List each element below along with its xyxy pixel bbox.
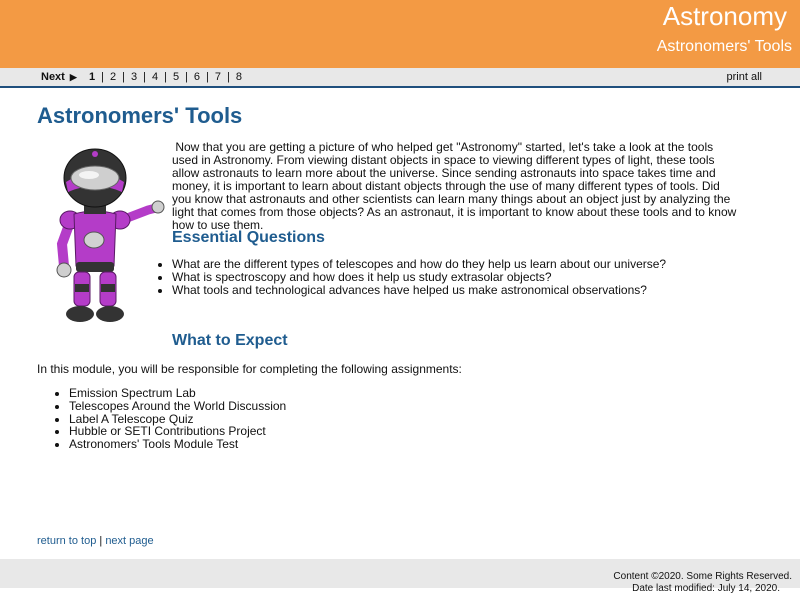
next-button[interactable] [41, 71, 77, 83]
page-separator: | [143, 71, 146, 83]
list-item: • What is spectroscopy and how does it help us study extrasolar objects? [172, 271, 772, 284]
list-item: • Hubble or SETI Contributions Project [69, 425, 469, 438]
page-separator: | [101, 71, 104, 83]
page-separator: | [164, 71, 167, 83]
responsible-text: In this module, you will be responsible for completing the following assignments: [37, 362, 462, 376]
next-page-link[interactable]: next page [105, 535, 154, 547]
page-link-1[interactable]: 1 [89, 71, 96, 83]
page-separator: | [227, 71, 230, 83]
page-link-8[interactable]: 8 [235, 71, 243, 83]
list-item: • What are the different types of telescopes and how do they help us learn about our universe? [172, 258, 772, 271]
list-item: • Telescopes Around the World Discussion [69, 400, 469, 413]
page-separator: | [185, 71, 188, 83]
list-item: • What tools and technological advances have helped us make astronomical observations? [172, 284, 772, 297]
page-link-2[interactable]: 2 [109, 71, 117, 83]
last-modified-text: Date last modified: July 14, 2020. [632, 583, 780, 594]
what-to-expect-heading: What to Expect [172, 332, 288, 349]
page-title: Astronomers' Tools [37, 103, 243, 128]
page-link-6[interactable]: 6 [193, 71, 201, 83]
list-item: • Emission Spectrum Lab [69, 387, 469, 400]
list-item: • Label A Telescope Quiz [69, 413, 469, 426]
header-banner [0, 0, 800, 68]
essential-questions-heading: Essential Questions [172, 229, 325, 246]
bottom-links [37, 535, 154, 547]
page-link-5[interactable]: 5 [172, 71, 180, 83]
link-separator: | [99, 535, 103, 547]
play-triangle-icon: ▶ [69, 72, 77, 82]
print-all-link[interactable]: print all [726, 71, 762, 83]
module-subtitle: Astronomers' Tools [656, 38, 792, 55]
next-label: Next [41, 71, 65, 83]
intro-paragraph [172, 141, 742, 232]
essential-questions-list [156, 258, 772, 296]
page-link-3[interactable]: 3 [130, 71, 138, 83]
page-separator: | [206, 71, 209, 83]
list-item: • Astronomers' Tools Module Test [69, 438, 469, 451]
footer [0, 559, 800, 594]
return-to-top-link[interactable]: return to top [37, 535, 97, 547]
course-title: Astronomy [662, 1, 787, 31]
intro-text: Now that you are getting a picture of who helped get "Astronomy" started, let's take a look at the tools used in Astronomy. From viewing distant objects in space to viewing different types of light, these tools allow astronauts to learn more about the universe. Since sending astronauts into space takes time and money, it is important to learn about distant objects through the use of many different types of tools. Did you know that astronauts and other scientists can learn many things about an object just by analyzing the light that comes from those objects? As an astronaut, it is important to know about these tools and to know how to use them. [172, 140, 737, 232]
page-link-7[interactable]: 7 [214, 71, 222, 83]
assignments-list [53, 387, 469, 451]
page-navigation-bar [0, 68, 800, 88]
robot-astronaut-illustration [44, 148, 168, 328]
page-links [89, 71, 242, 83]
copyright-text: Content ©2020. Some Rights Reserved. [613, 571, 792, 582]
page-link-4[interactable]: 4 [151, 71, 159, 83]
page-separator: | [122, 71, 125, 83]
